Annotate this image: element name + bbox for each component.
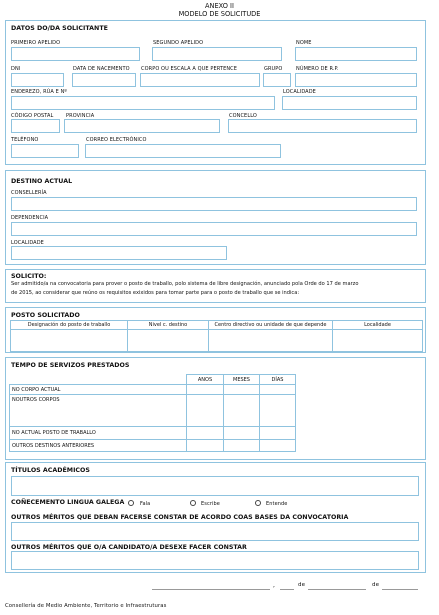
understands-radio[interactable] [255,500,261,506]
service-cell[interactable] [224,385,260,395]
rp-number-label: NÚMERO DE R.P. [296,66,339,72]
service-cell[interactable] [260,395,296,427]
applicant-section-title: DATOS DO/DA SOLICITANTE [11,25,108,32]
signature-de2: de [372,582,380,588]
province-field[interactable] [64,119,220,133]
group-field[interactable] [263,73,291,87]
second-surname-label: SEGUNDO APELIDO [153,40,204,46]
service-cell[interactable] [260,440,296,452]
service-cell[interactable] [187,385,224,395]
name-label: NOME [296,40,312,46]
service-cell[interactable] [224,427,260,440]
corps-label: CORPO OU ESCALA A QUE PERTENCE [141,66,238,72]
province-label: PROVINCIA [66,113,95,119]
speaks-radio[interactable] [128,500,134,506]
post-col-level: Nivel c. destino [128,321,209,330]
galician-language-title: COÑECEMENTO LINGUA GALEGA [11,499,125,506]
signature-day-line[interactable] [280,589,294,590]
unit-field[interactable] [11,222,417,236]
destination-locality-label: LOCALIDADE [11,240,44,246]
name-field[interactable] [295,47,417,61]
council-label: CONCELLO [229,113,257,119]
address-field[interactable] [11,96,275,110]
birth-date-field[interactable] [72,73,136,87]
address-label: ENDEREZO, RÚA E Nº [11,89,67,95]
locality-label: LOCALIDADE [283,89,316,95]
unit-label: DEPENDENCIA [11,215,49,221]
phone-label: TELÉFONO [11,137,39,143]
signature-de1: de [298,582,306,588]
service-cell[interactable] [187,440,224,452]
postal-code-field[interactable] [11,119,60,133]
dni-field[interactable] [11,73,64,87]
post-col-center: Centro directivo ou unidade de que depende [209,321,333,330]
writes-label: Escribe [201,501,220,507]
post-col-locality: Localidade [333,321,423,330]
current-destination-section [5,170,426,265]
destination-section-title: DESTINO ACTUAL [11,178,73,185]
service-time-section [5,357,426,460]
request-section [5,269,426,303]
first-surname-label: PRIMEIRO APELIDO [11,40,61,46]
request-title: SOLICITO: [11,273,47,280]
merits-section [5,462,426,573]
signature-place-line[interactable] [152,589,270,590]
post-section-title: POSTO SOLICITADO [11,312,80,319]
rp-number-field[interactable] [295,73,417,87]
service-col-days: DÍAS [260,375,296,385]
annex-title: ANEXO II [205,2,234,10]
service-cell[interactable] [187,427,224,440]
signature-year-line[interactable] [382,589,418,590]
other-merits-title: OUTROS MÉRITOS QUE O/A CANDIDATO/A DESEXE FACER CONSTAR [11,544,247,551]
birth-date-label: DATA DE NACEMENTO [73,66,130,72]
service-row-current-post: NO ACTUAL POSTO DE TRABALLO [10,427,187,440]
council-field[interactable] [228,119,417,133]
service-time-corner [10,375,187,385]
request-text-line2: de 2015, ao considerar que reúno os requisitos exixidos para tomar parte para o posto de traballo que se indica: [11,290,300,296]
post-level-cell[interactable] [128,330,209,352]
footer-text: Consellería de Medio Ambiente, Territorio e Infraestruturas [5,603,167,609]
merits-by-rules-title: OUTROS MÉRITOS QUE DEBAN FACERSE CONSTAR DE ACORDO COAS BASES DA CONVOCATORIA [11,514,349,521]
corps-field[interactable] [140,73,260,87]
email-label: CORREO ELECTRÓNICO [86,137,147,143]
service-cell[interactable] [224,440,260,452]
academic-titles-field[interactable] [11,476,419,496]
email-field[interactable] [85,144,281,158]
service-row-previous-destinations: OUTROS DESTINOS ANTERIORES [10,440,187,452]
destination-locality-field[interactable] [11,246,227,260]
form-title: MODELO DE SOLICITUDE [178,10,261,18]
signature-month-line[interactable] [308,589,366,590]
post-designation-cell[interactable] [11,330,128,352]
post-table [10,320,423,352]
service-time-title: TEMPO DE SERVIZOS PRESTADOS [11,362,130,369]
second-surname-field[interactable] [152,47,282,61]
service-cell[interactable] [224,395,260,427]
post-locality-cell[interactable] [333,330,423,352]
request-text-line1: Ser admitido/a na convocatoria para prover o posto de traballo, polo sistema de libre designación, anunciado pola Orde do 17 de marzo [11,281,359,287]
service-cell[interactable] [260,427,296,440]
first-surname-field[interactable] [11,47,140,61]
merits-by-rules-field[interactable] [11,522,419,541]
group-label: GRUPO [264,66,283,72]
applicant-section [5,20,426,165]
post-col-designation: Designación do posto de traballo [11,321,128,330]
service-row-other-corps: NOUTROS CORPOS [10,395,187,427]
academic-title: TÍTULOS ACADÉMICOS [11,467,90,474]
writes-radio[interactable] [190,500,196,506]
dni-label: DNI [11,66,21,72]
service-cell[interactable] [260,385,296,395]
post-center-cell[interactable] [209,330,333,352]
postal-code-label: CÓDIGO POSTAL [11,113,54,119]
locality-field[interactable] [282,96,417,110]
service-col-months: MESES [224,375,260,385]
service-col-years: ANOS [187,375,224,385]
understands-label: Entende [266,501,288,507]
speaks-label: Fala [140,501,151,507]
signature-comma: , [273,582,276,589]
requested-post-section [5,307,426,353]
service-time-table [9,374,296,452]
department-field[interactable] [11,197,417,211]
other-merits-field[interactable] [11,551,419,570]
phone-field[interactable] [11,144,79,158]
service-cell[interactable] [187,395,224,427]
service-row-current-corps: NO CORPO ACTUAL [10,385,187,395]
department-label: CONSELLERÍA [11,190,47,196]
